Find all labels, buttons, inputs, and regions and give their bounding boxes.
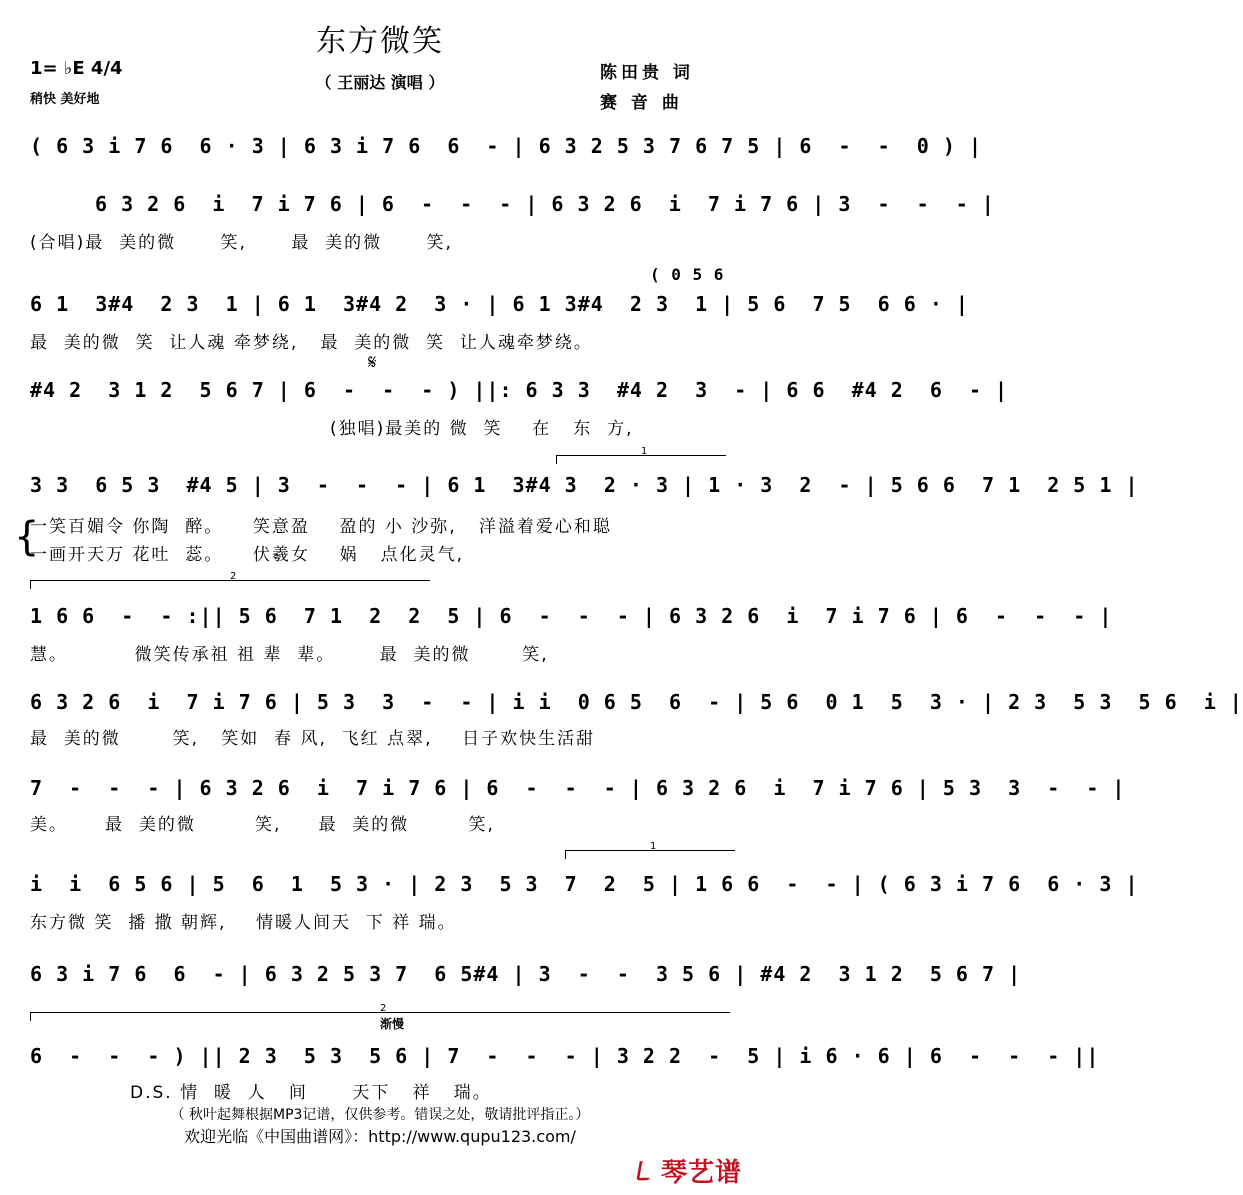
score-title: 东方微笑 <box>316 24 444 59</box>
brand-mark-icon: ㇄ <box>626 1158 660 1188</box>
volta-1-bracket: 1 <box>556 455 726 456</box>
transcription-note: （ 秋叶起舞根据MP3记谱，仅供参考。错误之处，敬请批评指正。） <box>170 1107 590 1123</box>
notation-row: 6 3 i 7 6 6 - | 6 3 2 5 3 7 6 5#4 | 3 - - 3 5 6 | #4 2 3 1 2 5 6 7 | <box>30 962 1022 986</box>
lyric-row: (独唱)最美的 微 笑 在 东 方, <box>330 419 634 439</box>
volta-2-bracket-b: 2 <box>30 1012 730 1013</box>
lyric-row: 一画开天万 花吐 蕊。 伏羲女 娲 点化灵气, <box>30 545 465 565</box>
lyric-row: 最 美的微 笑 让人魂 牵梦绕, 最 美的微 笑 让人魂牵梦绕。 <box>30 333 593 353</box>
volta-2-bracket: 2 <box>30 580 430 581</box>
notation-row: 6 3 2 6 i 7 i 7 6 | 5 3 3 - - | i i 0 6 5 6 - | 5 6 0 1 5 3 · | 2 3 5 3 5 6 i | <box>30 690 1243 714</box>
lyric-row: 一笑百媚令 你陶 醉。 笑意盈 盈的 小 沙弥, 洋溢着爱心和聪 <box>30 517 612 537</box>
lyric-row: 最 美的微 笑, 笑如 春 风, 飞红 点翠, 日子欢快生活甜 <box>30 729 596 749</box>
lyric-row: (合唱)最 美的微 笑, 最 美的微 笑, <box>30 233 453 253</box>
pickup-notes: ( 0 5 6 <box>650 265 725 284</box>
singer-credit: （ 王丽达 演唱 ） <box>315 73 445 92</box>
notation-row: 6 3 2 6 i 7 i 7 6 | 6 - - - | 6 3 2 6 i 7 i 7 6 | 3 - - - | <box>95 192 995 216</box>
composer-credit: 赛 音 曲 <box>600 93 683 113</box>
verse-brace: { <box>14 514 40 560</box>
segno-sign: 𝄋 <box>368 350 377 374</box>
ritardando-mark: 渐慢 <box>380 1017 405 1031</box>
notation-row: 1 6 6 - - :|| 5 6 7 1 2 2 5 | 6 - - - | 6 3 2 6 i 7 i 7 6 | 6 - - - | <box>30 604 1113 628</box>
lyric-row: 东方微 笑 播 撒 朝辉, 情暖人间天 下 祥 瑞。 <box>30 913 457 933</box>
notation-row: 3 3 6 5 3 #4 5 | 3 - - - | 6 1 3#4 3 2 · 3 | 1 · 3 2 - | 5 6 6 7 1 2 5 1 | <box>30 473 1139 497</box>
site-welcome: 欢迎光临《中国曲谱网》：http://www.qupu123.com/ <box>184 1127 576 1146</box>
notation-row: 6 1 3#4 2 3 1 | 6 1 3#4 2 3 · | 6 1 3#4 2 3 1 | 5 6 7 5 6 6 · | <box>30 292 969 316</box>
brand-logo: ㇄琴艺谱 <box>630 1152 742 1189</box>
notation-row: i i 6 5 6 | 5 6 1 5 3 · | 2 3 5 3 7 2 5 | 1 6 6 - - | ( 6 3 i 7 6 6 · 3 | <box>30 872 1139 896</box>
volta-1-bracket-b: 1 <box>565 850 735 851</box>
lyric-row: D.S. 情 暖 人 间 天下 祥 瑞。 <box>130 1083 492 1103</box>
notation-row: 6 - - - ) || 2 3 5 3 5 6 | 7 - - - | 3 2 2 - 5 | i 6 · 6 | 6 - - - || <box>30 1044 1100 1068</box>
notation-row: ( 6 3 i 7 6 6 · 3 | 6 3 i 7 6 6 - | 6 3 2 5 3 7 6 7 5 | 6 - - 0 ) | <box>30 134 982 158</box>
lyricist-credit: 陈田贵 词 <box>600 63 694 83</box>
lyric-row: 美。 最 美的微 笑, 最 美的微 笑, <box>30 815 495 835</box>
notation-row: 7 - - - | 6 3 2 6 i 7 i 7 6 | 6 - - - | 6 3 2 6 i 7 i 7 6 | 5 3 3 - - | <box>30 776 1126 800</box>
tempo-marking: 稍快 美好地 <box>30 92 100 107</box>
notation-row: #4 2 3 1 2 5 6 7 | 6 - - - ) ||: 6 3 3 #4 2 3 - | 6 6 #4 2 6 - | <box>30 378 1009 402</box>
key-signature: 1= ♭E 4/4 <box>30 58 123 79</box>
lyric-row: 慧。 微笑传承祖 祖 辈 辈。 最 美的微 笑, <box>30 645 549 665</box>
